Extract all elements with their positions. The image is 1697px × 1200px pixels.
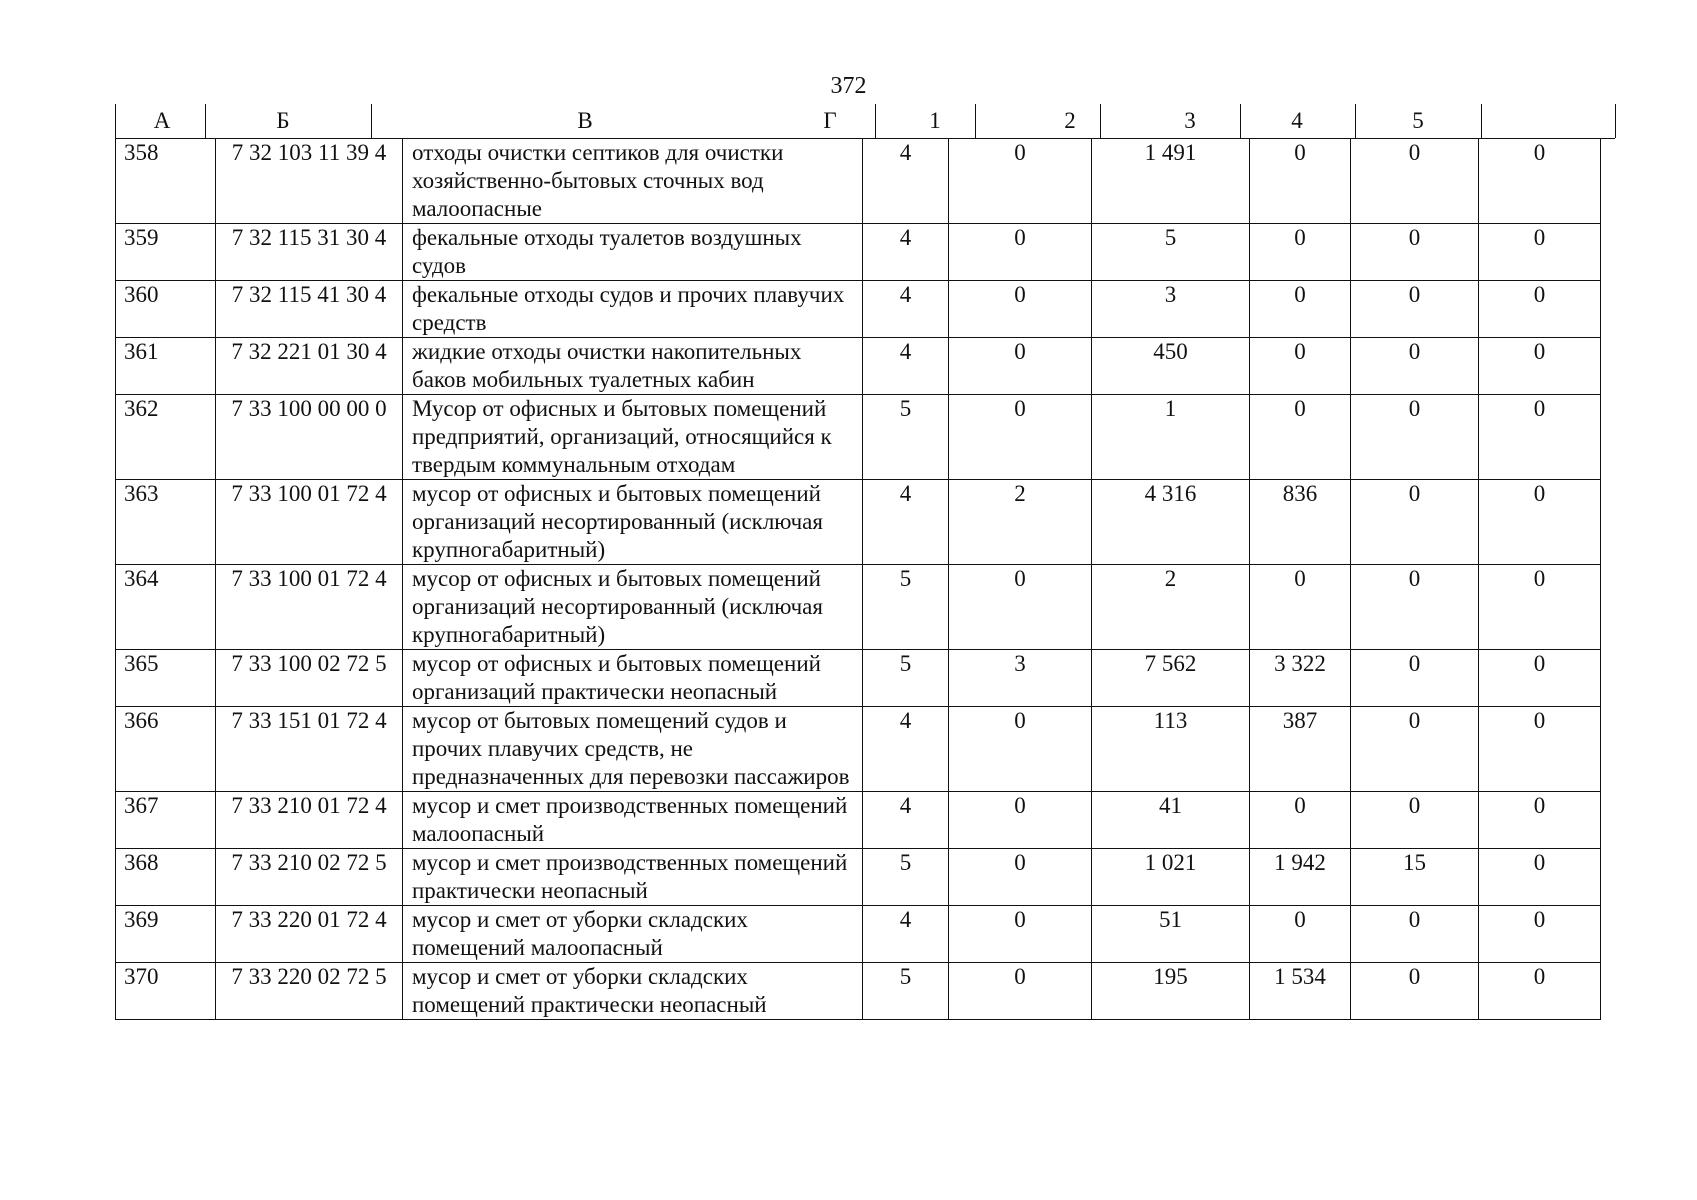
waste-table: [115, 104, 1615, 1020]
row-number: 362: [116, 395, 216, 480]
value-col-1: 0: [949, 139, 1092, 224]
value-col-2: 5: [1092, 224, 1250, 281]
waste-name: мусор от бытовых помещений судов и прочих плавучих средств, не предназначенных для перевозки пассажиров: [403, 707, 863, 792]
table-row: [116, 139, 1601, 224]
table-row: [116, 281, 1601, 338]
waste-code: 7 32 115 31 30 4: [216, 224, 403, 281]
row-number: 359: [116, 224, 216, 281]
header-separator: [1615, 104, 1616, 138]
value-col-1: 0: [949, 707, 1092, 792]
value-col-3: 0: [1250, 792, 1351, 849]
row-number: 361: [116, 338, 216, 395]
value-col-4: 0: [1351, 707, 1479, 792]
value-col-2: 1: [1092, 395, 1250, 480]
waste-code: 7 33 210 01 72 4: [216, 792, 403, 849]
waste-name: мусор и смет производственных помещений малоопасный: [403, 792, 863, 849]
hazard-class: 4: [863, 906, 949, 963]
waste-code: 7 33 100 01 72 4: [216, 480, 403, 565]
value-col-3: 0: [1250, 281, 1351, 338]
waste-name: мусор от офисных и бытовых помещений организаций несортированный (исключая крупногабаритный): [403, 480, 863, 565]
value-col-4: 0: [1351, 565, 1479, 650]
waste-code: 7 32 103 11 39 4: [216, 139, 403, 224]
row-number: 366: [116, 707, 216, 792]
waste-name: фекальные отходы судов и прочих плавучих средств: [403, 281, 863, 338]
header-separator: [371, 104, 372, 138]
value-col-2: 51: [1092, 906, 1250, 963]
value-col-3: 0: [1250, 224, 1351, 281]
value-col-4: 0: [1351, 395, 1479, 480]
row-number: 365: [116, 650, 216, 707]
value-col-3: 0: [1250, 338, 1351, 395]
value-col-4: 15: [1351, 849, 1479, 906]
row-number: 363: [116, 480, 216, 565]
value-col-4: 0: [1351, 224, 1479, 281]
waste-name: жидкие отходы очистки накопительных баков мобильных туалетных кабин: [403, 338, 863, 395]
column-header: 1: [929, 108, 941, 133]
table-row: [116, 650, 1601, 707]
value-col-5: 0: [1479, 707, 1601, 792]
table-row: [116, 395, 1601, 480]
hazard-class: 4: [863, 139, 949, 224]
value-col-3: 0: [1250, 565, 1351, 650]
value-col-5: 0: [1479, 338, 1601, 395]
value-col-1: 0: [949, 963, 1092, 1020]
hazard-class: 4: [863, 792, 949, 849]
row-number: 360: [116, 281, 216, 338]
header-separator: [1481, 104, 1482, 138]
hazard-class: 4: [863, 281, 949, 338]
value-col-4: 0: [1351, 281, 1479, 338]
value-col-2: 195: [1092, 963, 1250, 1020]
hazard-class: 5: [863, 849, 949, 906]
hazard-class: 4: [863, 224, 949, 281]
hazard-class: 5: [863, 395, 949, 480]
waste-name: мусор от офисных и бытовых помещений организаций практически неопасный: [403, 650, 863, 707]
waste-code: 7 32 221 01 30 4: [216, 338, 403, 395]
value-col-5: 0: [1479, 224, 1601, 281]
value-col-5: 0: [1479, 565, 1601, 650]
value-col-3: 387: [1250, 707, 1351, 792]
table-header: [115, 104, 1615, 139]
waste-name: мусор и смет от уборки складских помещений малоопасный: [403, 906, 863, 963]
waste-code: 7 33 220 02 72 5: [216, 963, 403, 1020]
waste-code: 7 33 220 01 72 4: [216, 906, 403, 963]
table-row: [116, 707, 1601, 792]
value-col-5: 0: [1479, 963, 1601, 1020]
value-col-3: 1 534: [1250, 963, 1351, 1020]
column-header: А: [153, 108, 171, 133]
waste-name: мусор и смет производственных помещений практически неопасный: [403, 849, 863, 906]
hazard-class: 5: [863, 565, 949, 650]
value-col-2: 4 316: [1092, 480, 1250, 565]
value-col-5: 0: [1479, 395, 1601, 480]
value-col-4: 0: [1351, 792, 1479, 849]
value-col-2: 2: [1092, 565, 1250, 650]
value-col-2: 1 491: [1092, 139, 1250, 224]
value-col-4: 0: [1351, 338, 1479, 395]
value-col-5: 0: [1479, 650, 1601, 707]
waste-name: Мусор от офисных и бытовых помещений предприятий, организаций, относящийся к твердым коммунальным отходам: [403, 395, 863, 480]
hazard-class: 5: [863, 650, 949, 707]
value-col-5: 0: [1479, 480, 1601, 565]
hazard-class: 4: [863, 480, 949, 565]
value-col-2: 450: [1092, 338, 1250, 395]
header-separator: [975, 104, 976, 138]
value-col-3: 0: [1250, 395, 1351, 480]
value-col-2: 7 562: [1092, 650, 1250, 707]
column-header: Б: [276, 108, 290, 133]
value-col-1: 3: [949, 650, 1092, 707]
value-col-5: 0: [1479, 849, 1601, 906]
row-number: 358: [116, 139, 216, 224]
column-header: Г: [823, 108, 837, 133]
waste-name: фекальные отходы туалетов воздушных судов: [403, 224, 863, 281]
table-row: [116, 338, 1601, 395]
value-col-1: 2: [949, 480, 1092, 565]
value-col-4: 0: [1351, 906, 1479, 963]
value-col-1: 0: [949, 849, 1092, 906]
value-col-3: 0: [1250, 906, 1351, 963]
waste-name: мусор от офисных и бытовых помещений организаций несортированный (исключая крупногабаритный): [403, 565, 863, 650]
value-col-4: 0: [1351, 650, 1479, 707]
column-header: В: [577, 108, 593, 133]
hazard-class: 5: [863, 963, 949, 1020]
table-row: [116, 906, 1601, 963]
value-col-1: 0: [949, 281, 1092, 338]
column-header: 5: [1412, 108, 1424, 133]
hazard-class: 4: [863, 707, 949, 792]
row-number: 369: [116, 906, 216, 963]
column-header: 3: [1184, 108, 1196, 133]
column-header: 4: [1291, 108, 1303, 133]
table-row: [116, 480, 1601, 565]
table-row: [116, 849, 1601, 906]
value-col-2: 1 021: [1092, 849, 1250, 906]
waste-code: 7 33 151 01 72 4: [216, 707, 403, 792]
table-row: [116, 224, 1601, 281]
row-number: 368: [116, 849, 216, 906]
header-separator: [115, 104, 116, 138]
value-col-2: 3: [1092, 281, 1250, 338]
value-col-1: 0: [949, 792, 1092, 849]
waste-code: 7 33 100 01 72 4: [216, 565, 403, 650]
value-col-5: 0: [1479, 792, 1601, 849]
value-col-1: 0: [949, 338, 1092, 395]
value-col-4: 0: [1351, 480, 1479, 565]
value-col-3: 0: [1250, 139, 1351, 224]
column-header: 2: [1064, 108, 1076, 133]
value-col-5: 0: [1479, 139, 1601, 224]
table-row: [116, 792, 1601, 849]
value-col-1: 0: [949, 395, 1092, 480]
table-row: [116, 565, 1601, 650]
waste-code: 7 33 210 02 72 5: [216, 849, 403, 906]
row-number: 367: [116, 792, 216, 849]
waste-name: отходы очистки септиков для очистки хозяйственно-бытовых сточных вод малоопасные: [403, 139, 863, 224]
waste-code: 7 32 115 41 30 4: [216, 281, 403, 338]
value-col-2: 41: [1092, 792, 1250, 849]
value-col-2: 113: [1092, 707, 1250, 792]
page-number: 372: [830, 73, 867, 99]
header-separator: [1240, 104, 1241, 138]
value-col-1: 0: [949, 224, 1092, 281]
value-col-4: 0: [1351, 139, 1479, 224]
table-body: [115, 139, 1601, 1020]
header-separator: [875, 104, 876, 138]
waste-code: 7 33 100 00 00 0: [216, 395, 403, 480]
row-number: 364: [116, 565, 216, 650]
value-col-5: 0: [1479, 906, 1601, 963]
row-number: 370: [116, 963, 216, 1020]
value-col-4: 0: [1351, 963, 1479, 1020]
waste-code: 7 33 100 02 72 5: [216, 650, 403, 707]
value-col-3: 836: [1250, 480, 1351, 565]
value-col-1: 0: [949, 906, 1092, 963]
header-separator: [1355, 104, 1356, 138]
table-row: [116, 963, 1601, 1020]
value-col-1: 0: [949, 565, 1092, 650]
hazard-class: 4: [863, 338, 949, 395]
value-col-3: 1 942: [1250, 849, 1351, 906]
waste-name: мусор и смет от уборки складских помещений практически неопасный: [403, 963, 863, 1020]
header-separator: [205, 104, 206, 138]
value-col-5: 0: [1479, 281, 1601, 338]
value-col-3: 3 322: [1250, 650, 1351, 707]
